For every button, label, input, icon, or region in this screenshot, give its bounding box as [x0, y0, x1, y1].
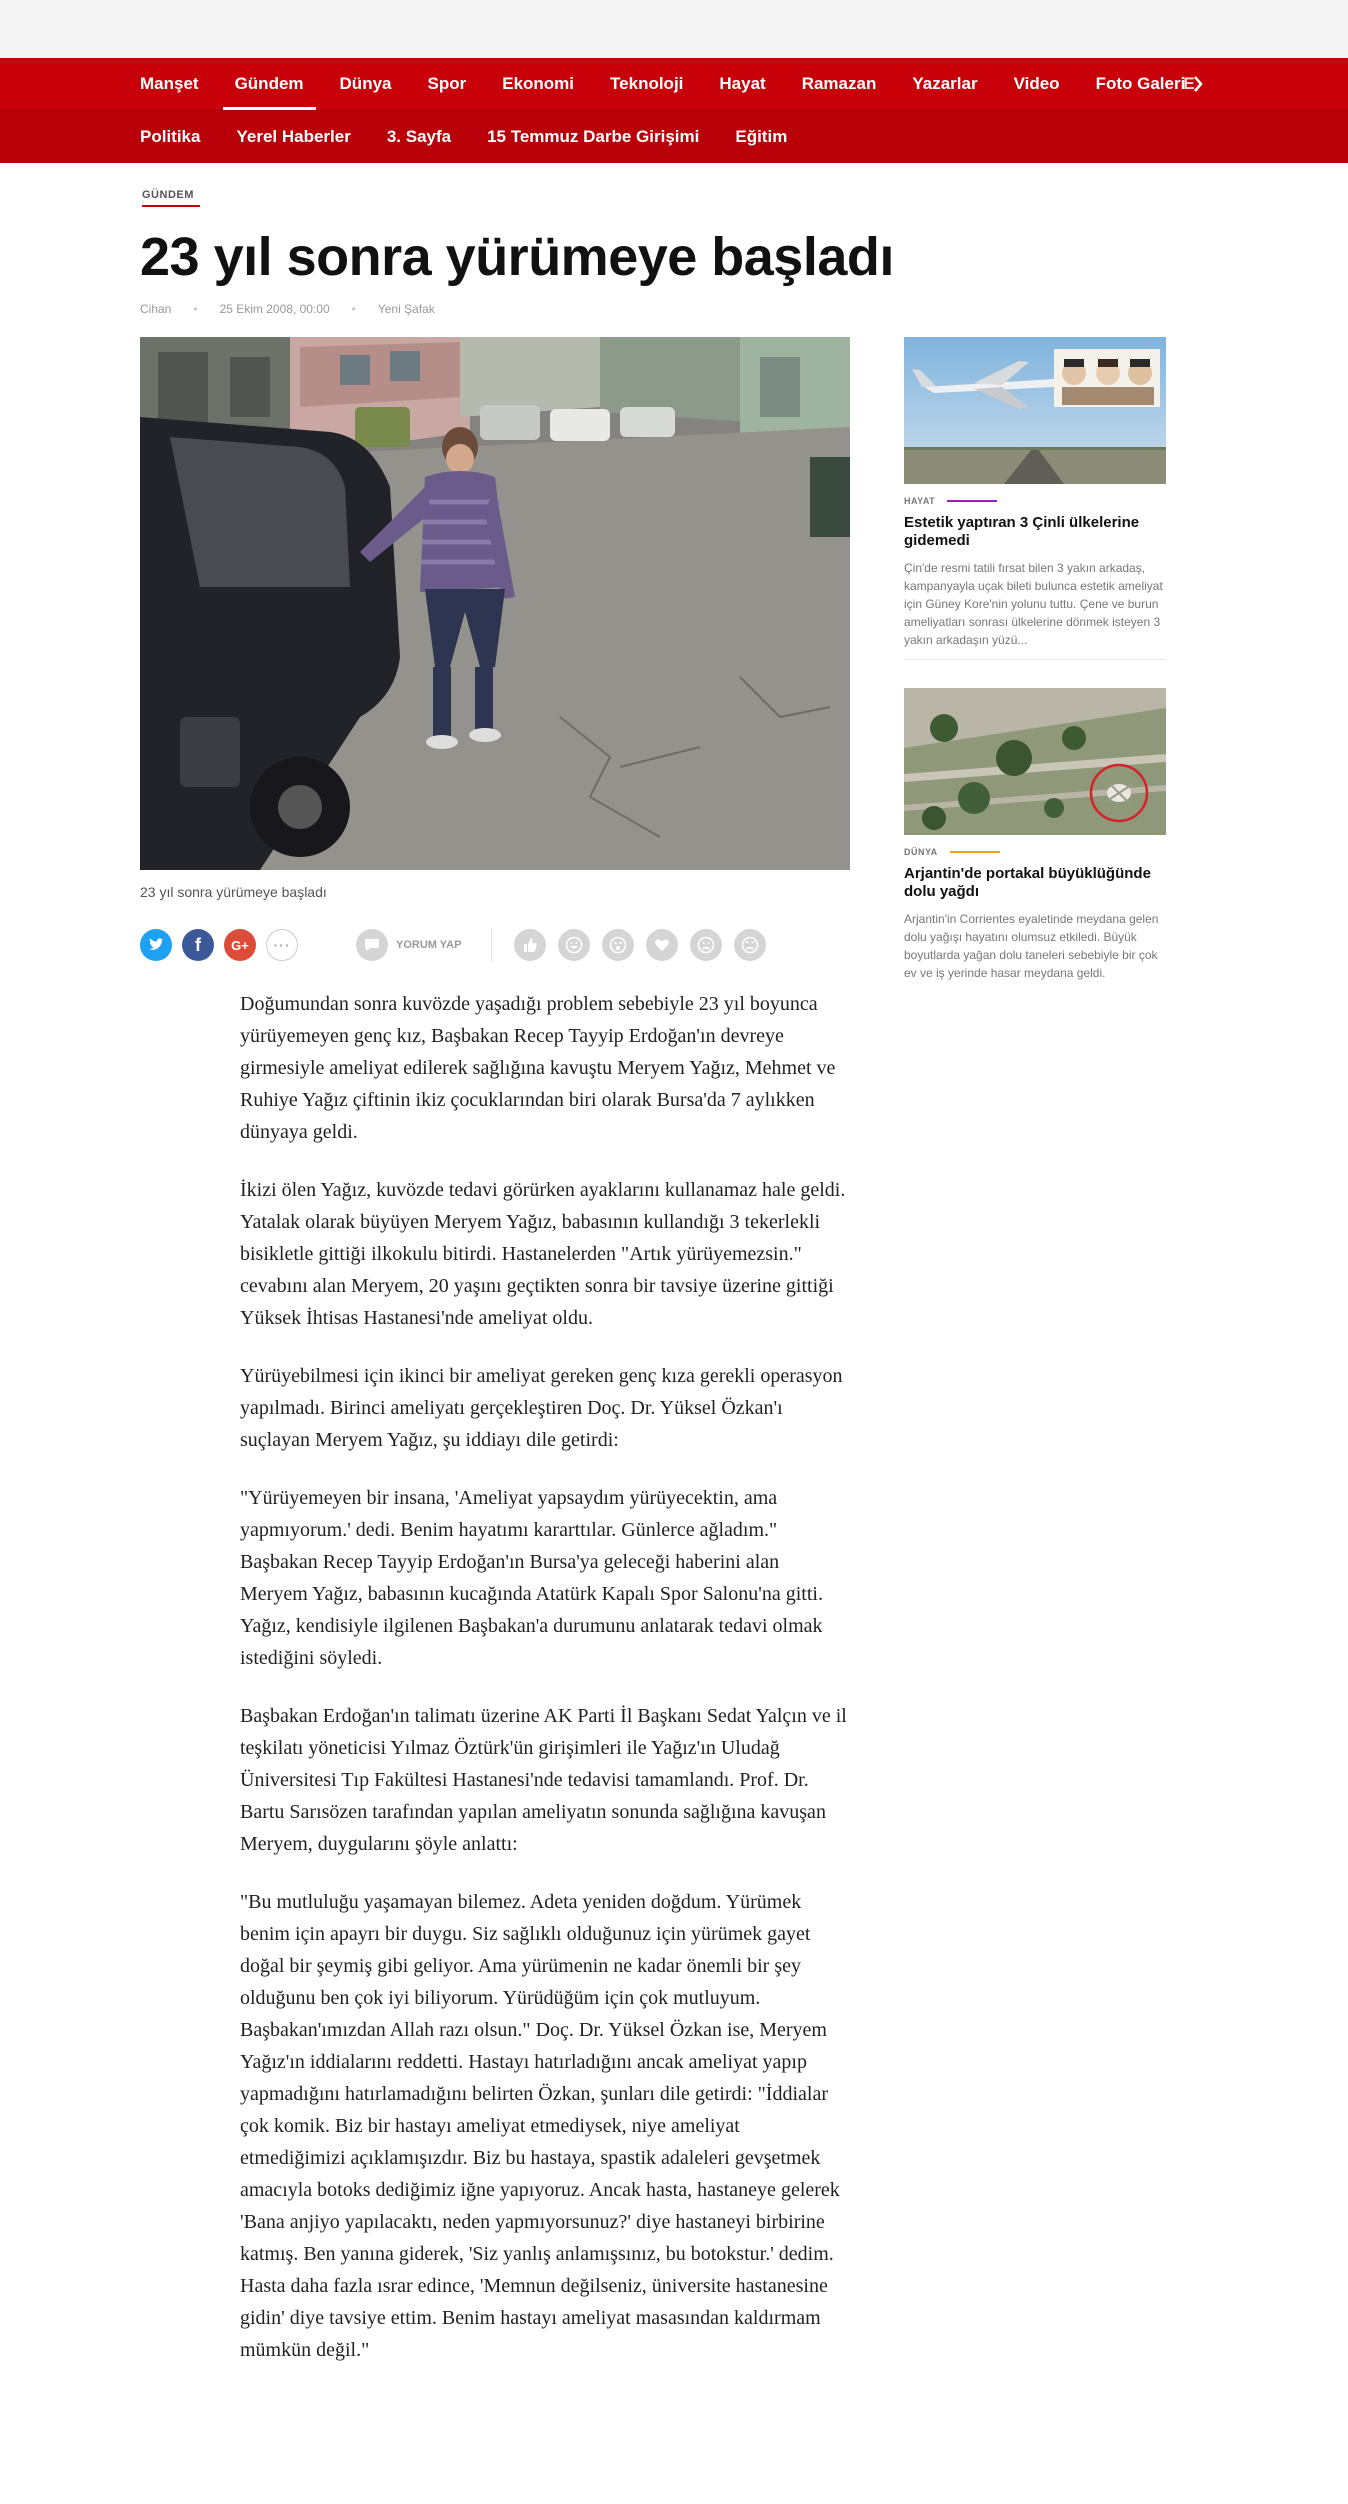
- street-photo: [140, 337, 850, 870]
- sidebar-card-title[interactable]: Estetik yaptıran 3 Çinli ülkelerine gidemedi: [904, 514, 1140, 549]
- category-accent-bar: [947, 500, 997, 502]
- nav-item-15-temmuz[interactable]: 15 Temmuz Darbe Girişimi: [487, 126, 700, 146]
- surprised-icon: [609, 936, 627, 954]
- article-publisher: Yeni Şafak: [377, 302, 435, 316]
- sad-icon: [697, 936, 715, 954]
- nav-item-foto-galeri[interactable]: Foto Galeri: [1095, 74, 1186, 93]
- meta-separator: •: [193, 302, 198, 316]
- nav-item-politika[interactable]: Politika: [140, 126, 201, 146]
- reaction-angry-button[interactable]: [734, 929, 766, 961]
- angry-icon: [741, 936, 759, 954]
- nav-primary-row: [140, 58, 1208, 110]
- article-paragraph: "Bu mutluluğu yaşamayan bilemez. Adeta yeniden doğdum. Yürümek benim için apayrı bir duygu. Siz sağlıklı olduğunuz için yürümek gayet doğal bir şeymiş gibi geliyor. Ama yürümenin ne kadar önemli bir şey olduğunu ben çok iyi biliyorum. Yürüdüğüm için çok mutluyum. Başbakan'ımızdan Allah razı olsun." Doç. Dr. Yüksel Özkan ise, Meryem Yağız'ın iddialarını reddetti. Hastayı hatırladığını ancak ameliyat yapıp yapmadığını hatırlamadığını belirten Özkan, şunları dile getirdi: "İddialar çok komik. Biz bir hastayı ameliyat etmediysek, niye ameliyat etmediğimizi açıklamışızdır. Biz bu hastaya, spastik adaleleri gevşetmek amacıyla botoks dediğimiz iğne yapıyoruz. Ancak hasta, hastaneye gelerek 'Bana anjiyo yapılacaktı, neden yapmıyorsunuz?' diye hastaneyi birbirine katmış. Ben yanına giderek, 'Siz yanlış anlamışsınız, bu botokstur.' dedim. Hasta daha fazla ısrar edince, 'Memnun değilseniz, üniversite hastanesine gidin' diye tavsiye ettim. Benim hastayı ameliyat masasından kaldırmam mümkün değil.": [240, 1891, 840, 2361]
- airplane-photo: [904, 337, 1166, 484]
- google-plus-share-button[interactable]: [224, 929, 256, 961]
- nav-item-ramazan[interactable]: Ramazan: [801, 74, 877, 93]
- nav-item-video[interactable]: Video: [1013, 74, 1060, 93]
- more-share-button[interactable]: [266, 929, 298, 961]
- meta-separator: •: [351, 302, 356, 316]
- article-paragraph: Doğumundan sonra kuvözde yaşadığı problem sebebiyle 23 yıl boyunca yürüyemeyen genç kız, Başbakan Recep Tayyip Erdoğan'ın devreye girmesiyle ameliyat edilerek sağlığına kavuştu Meryem Yağız, Mehmet ve Ruhiye Yağız çiftinin ikiz çocuklarından biri olarak Bursa'da 7 aylıkken dünyaya geldi.: [240, 993, 836, 1143]
- article-title: 23 yıl sonra yürümeye başladı: [140, 227, 894, 287]
- main-navigation: [0, 58, 1348, 163]
- nav-item-teknoloji[interactable]: Teknoloji: [610, 74, 684, 93]
- more-icon: ···: [273, 937, 291, 953]
- nav-item-manset[interactable]: Manşet: [140, 74, 199, 93]
- sidebar-news-card[interactable]: [904, 337, 1166, 660]
- twitter-share-button[interactable]: [140, 929, 172, 961]
- sidebar-card-category-label: DÜNYA: [904, 847, 938, 857]
- nav-row-divider: [0, 110, 1348, 111]
- category-accent-bar: [950, 851, 1000, 853]
- reaction-sad-button[interactable]: [690, 929, 722, 961]
- article-paragraph: Başbakan Erdoğan'ın talimatı üzerine AK Parti İl Başkanı Sedat Yalçın ve il teşkilatı yöneticisi Yılmaz Öztürk'ün girişimleri ile Yağız'ın Uludağ Üniversitesi Tıp Fakültesi Hastanesi'nde tedavisi tamamlandı. Prof. Dr. Bartu Sarısözen tarafından yapılan ameliyatın sonunda sağlığına kavuşan Meryem, duygularını şöyle anlattı:: [240, 1705, 847, 1855]
- laugh-icon: [565, 936, 583, 954]
- article-date: 25 Ekim 2008, 00:00: [219, 302, 330, 316]
- nav-item-dunya[interactable]: Dünya: [339, 74, 392, 93]
- nav-secondary-row: [0, 110, 1348, 163]
- hail-photo: [904, 688, 1166, 835]
- sidebar-card-category[interactable]: [904, 496, 1166, 506]
- like-icon: [522, 937, 538, 953]
- reaction-laugh-button[interactable]: [558, 929, 590, 961]
- share-toolbar: [140, 928, 850, 962]
- category-underline: [142, 205, 200, 207]
- comment-label: YORUM YAP: [396, 939, 462, 951]
- sidebar-divider: [904, 659, 1166, 660]
- sidebar-card-summary: Arjantin'in Corrientes eyaletinde meydana gelen dolu yağışı hayatını olumsuz etkiledi. Büyük boyutlarda yağan dolu taneleri sebebiyle bir çok ev ve iş yerinde hasar meydana geldi.: [904, 912, 1159, 980]
- sidebar-card-summary: Çin'de resmi tatili fırsat bilen 3 yakın arkadaş, kampanyayla uçak bileti bulunca estetik ameliyat için Güney Kore'nin yolunu tuttu. Çene ve burun ameliyatları sonrası ülkelerine dönmek isteyen 3 yakın arkadaşın yüzü...: [904, 561, 1163, 647]
- article-category[interactable]: GÜNDEM: [142, 189, 194, 201]
- nav-scroll-right-button[interactable]: [1178, 58, 1208, 110]
- sidebar-card-image[interactable]: [904, 688, 1166, 835]
- reaction-love-button[interactable]: [646, 929, 678, 961]
- nav-item-yerel-haberler[interactable]: Yerel Haberler: [236, 126, 351, 146]
- nav-more-label: E: [1183, 74, 1195, 93]
- sidebar-card-category[interactable]: [904, 847, 1166, 857]
- nav-item-3-sayfa[interactable]: 3. Sayfa: [386, 126, 452, 146]
- browser-top-strip: [0, 0, 1348, 58]
- nav-item-spor[interactable]: Spor: [427, 74, 467, 93]
- article-main-image[interactable]: [140, 337, 850, 870]
- sidebar-card-title[interactable]: Arjantin'de portakal büyüklüğünde dolu yağdı: [904, 865, 1151, 900]
- article-paragraph: Yürüyebilmesi için ikinci bir ameliyat gereken genç kıza gerekli operasyon yapılmadı. Birinci ameliyatı gerçekleştiren Doç. Dr. Yüksel Özkan'ı suçlayan Meryem Yağız, şu iddiayı dile getirdi:: [240, 1365, 843, 1451]
- share-divider: [491, 928, 492, 962]
- sidebar-news-card[interactable]: [904, 688, 1166, 1000]
- nav-item-ekonomi[interactable]: Ekonomi: [502, 74, 575, 93]
- nav-item-yazarlar[interactable]: Yazarlar: [912, 74, 978, 93]
- sidebar-card-category-label: HAYAT: [904, 496, 936, 506]
- comment-icon: [356, 929, 388, 961]
- twitter-icon: [148, 938, 164, 952]
- nav-item-egitim[interactable]: Eğitim: [735, 126, 788, 146]
- nav-item-hayat[interactable]: Hayat: [719, 74, 766, 93]
- reaction-surprised-button[interactable]: [602, 929, 634, 961]
- facebook-icon: f: [195, 934, 201, 955]
- article-paragraph: "Yürüyemeyen bir insana, 'Ameliyat yapsaydım yürüyecektin, ama yapmıyorum.' dedi. Benim hayatımı kararttılar. Günlerce ağladım." Başbakan Recep Tayyip Erdoğan'ın Bursa'ya geleceği haberini alan Meryem Yağız, babasının kucağında Atatürk Kapalı Spor Salonu'na gitti. Yağız, kendisiyle ilgilenen Başbakan'a durumunu anlatarak tedavi olmak istediğini söyledi.: [240, 1487, 823, 1669]
- facebook-share-button[interactable]: [182, 929, 214, 961]
- nav-item-gundem[interactable]: Gündem: [235, 58, 304, 110]
- article-body: [240, 988, 850, 2392]
- love-icon: [654, 938, 670, 952]
- reaction-like-button[interactable]: [514, 929, 546, 961]
- image-caption: 23 yıl sonra yürümeye başladı: [140, 884, 327, 900]
- comment-button[interactable]: [356, 929, 461, 961]
- article-meta: [140, 302, 435, 316]
- sidebar-card-image[interactable]: [904, 337, 1166, 484]
- article-paragraph: İkizi ölen Yağız, kuvözde tedavi görürken ayaklarını kullanamaz hale geldi. Yatalak olarak büyüyen Meryem Yağız, babasının kullandığı 3 tekerlekli bisikletle gittiği ilkokulu bitirdi. Hastanelerden "Artık yürüyemezsin." cevabını alan Meryem, 20 yaşını geçtikten sonra bir tavsiye üzerine gittiği Yüksek İhtisas Hastanesi'nde ameliyat oldu.: [240, 1179, 846, 1329]
- google-plus-icon: G+: [231, 937, 249, 953]
- article-source: Cihan: [140, 302, 172, 316]
